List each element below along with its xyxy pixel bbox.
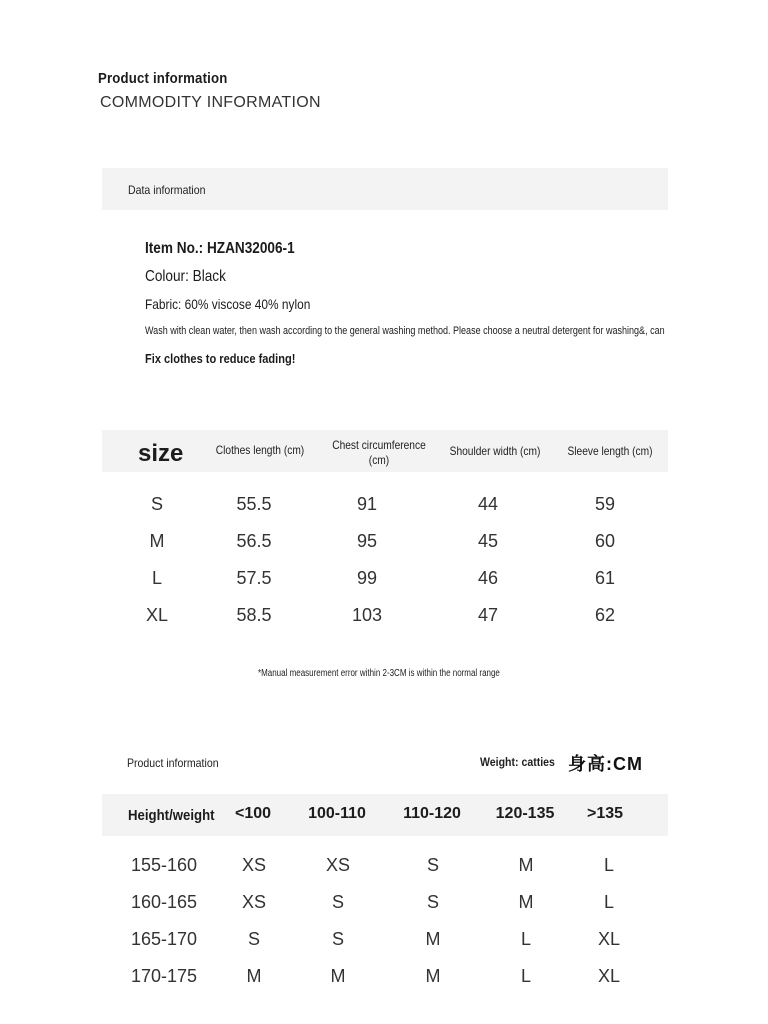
- commodity-info-subtitle: COMMODITY INFORMATION: [100, 94, 321, 111]
- size-header-sleeve: Sleeve length (cm): [567, 444, 653, 458]
- size-header-shoulder: Shoulder width (cm): [449, 444, 541, 458]
- size-row-label: S: [150, 494, 163, 514]
- size-table-cell: 95: [356, 531, 378, 551]
- hw-table-cell: M: [246, 966, 262, 986]
- size-row-label: L: [151, 568, 162, 588]
- size-table-cell: 61: [594, 568, 616, 588]
- fabric-line: Fabric: 60% viscose 40% nylon: [145, 296, 311, 312]
- hw-header-gt135: >135: [586, 805, 624, 822]
- fix-note: Fix clothes to reduce fading!: [145, 351, 296, 366]
- data-info-label: Data information: [128, 183, 206, 197]
- hw-table-cell: XS: [325, 855, 350, 875]
- weight-unit-label: Weight: catties: [480, 755, 555, 769]
- size-table-cell: 47: [477, 605, 499, 625]
- hw-table-cell: S: [247, 929, 260, 949]
- size-row-label: XL: [145, 605, 169, 625]
- hw-table-cell: M: [330, 966, 346, 986]
- size-header-chest: Chest circumference (cm): [332, 438, 426, 467]
- hw-table-cell: XS: [241, 892, 266, 912]
- hw-header-100-110: 100-110: [308, 805, 366, 822]
- size-table-cell: 44: [477, 494, 499, 514]
- hw-table-cell: S: [426, 892, 439, 912]
- product-info-title: Product information: [98, 70, 228, 87]
- hw-table-cell: XL: [597, 929, 621, 949]
- hw-row-height: 155-160: [130, 855, 198, 875]
- hw-header-120-135: 120-135: [495, 805, 555, 822]
- size-table-cell: 45: [477, 531, 499, 551]
- hw-row-height: 160-165: [130, 892, 198, 912]
- hw-header-lt100: <100: [234, 805, 272, 822]
- size-table-cell: 56.5: [236, 531, 272, 551]
- size-table-cell: 46: [477, 568, 499, 588]
- hw-table-cell: L: [603, 892, 614, 912]
- measurement-note: *Manual measurement error within 2-3CM is within the normal range: [258, 668, 500, 679]
- hw-header-110-120: 110-120: [403, 805, 461, 822]
- size-table-cell: 99: [356, 568, 378, 588]
- size-table-cell: 62: [594, 605, 616, 625]
- hw-table-cell: M: [518, 855, 534, 875]
- hw-table-cell: L: [520, 929, 531, 949]
- size-table-cell: 103: [351, 605, 383, 625]
- size-table-cell: 58.5: [236, 605, 272, 625]
- hw-table-cell: S: [331, 929, 344, 949]
- hw-table-cell: M: [518, 892, 534, 912]
- hw-table-cell: M: [425, 966, 441, 986]
- colour-line: Colour: Black: [145, 268, 226, 285]
- height-unit-label: 身高:CM: [568, 754, 643, 774]
- size-table-cell: 55.5: [236, 494, 272, 514]
- item-number: Item No.: HZAN32006-1: [145, 240, 295, 257]
- hw-table-cell: XS: [241, 855, 266, 875]
- hw-table-cell: L: [520, 966, 531, 986]
- hw-table-cell: S: [331, 892, 344, 912]
- hw-row-height: 165-170: [130, 929, 198, 949]
- size-header-clothes-length: Clothes length (cm): [215, 443, 305, 457]
- size-table-cell: 57.5: [236, 568, 272, 588]
- hw-header-height-weight: Height/weight: [128, 807, 215, 824]
- hw-row-height: 170-175: [130, 966, 198, 986]
- hw-section-label: Product information: [127, 756, 219, 770]
- size-table-cell: 60: [594, 531, 616, 551]
- size-column-header: size: [138, 440, 184, 467]
- size-row-label: M: [149, 531, 165, 551]
- hw-table-cell: XL: [597, 966, 621, 986]
- wash-instructions: Wash with clean water, then wash according to the general washing method. Please choose a neutral detergent for washing&, can: [145, 325, 665, 337]
- size-table-cell: 59: [594, 494, 616, 514]
- hw-table-cell: S: [426, 855, 439, 875]
- hw-table-cell: M: [425, 929, 441, 949]
- hw-table-cell: L: [603, 855, 614, 875]
- size-table-cell: 91: [356, 494, 378, 514]
